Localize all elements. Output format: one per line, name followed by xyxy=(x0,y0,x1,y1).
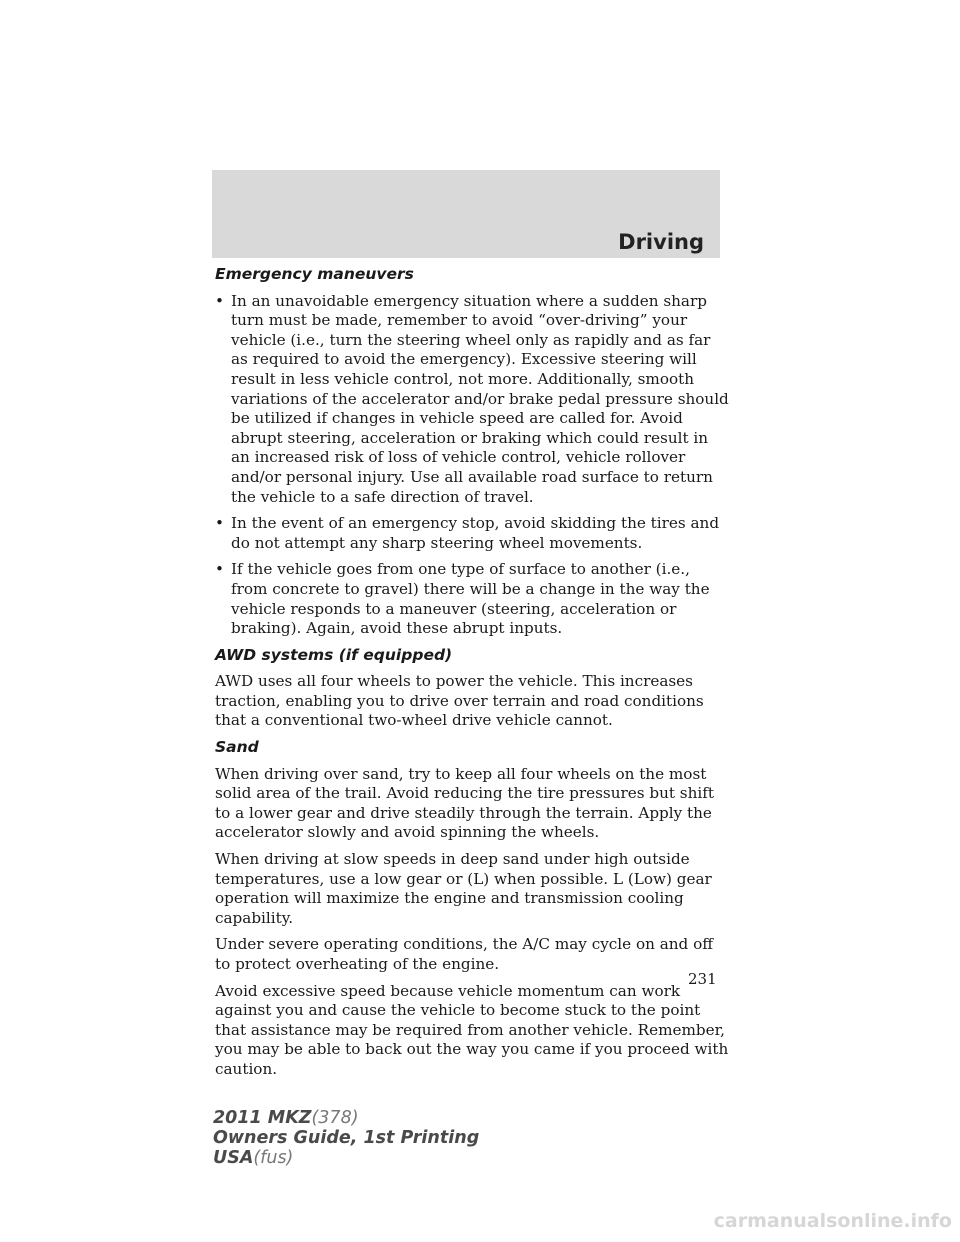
section-header-band xyxy=(212,170,720,258)
page-number: 231 xyxy=(688,970,717,988)
heading-awd-systems: AWD systems (if equipped) xyxy=(215,645,453,664)
bullet-icon: • xyxy=(215,560,224,579)
emergency-bullet-list xyxy=(215,292,730,639)
list-item: • In an unavoidable emergency situation where a sudden sharp turn must be made, remember to avoid “over-driving” your vehicle (i.e., turn the steering wheel only as rapidly and as far as required to avoid the emergency). Excessive steering will result in less vehicle control, not more. Additionally, smooth variations of the accelerator and/or brake pedal pressure should be utilized if changes in vehicle speed are called for. Avoid abrupt steering, acceleration or braking which could result in an increased risk of loss of vehicle control, vehicle rollover and/or personal injury. Use all available road surface to return the vehicle to a safe direction of travel. xyxy=(215,291,729,506)
sand-paragraph-2: When driving at slow speeds in deep sand under high outside temperatures, use a low gear or (L) when possible. L (Low) gear operation will maximize the engine and transmission cooling capability. xyxy=(215,850,712,927)
awd-paragraph: AWD uses all four wheels to power the vehicle. This increases traction, enabling you to drive over terrain and road conditions that a conventional two-wheel drive vehicle cannot. xyxy=(215,672,704,730)
footer-market-code: (fus) xyxy=(253,1148,294,1168)
heading-emergency-maneuvers: Emergency maneuvers xyxy=(215,265,414,283)
list-item: • If the vehicle goes from one type of surface to another (i.e., from concrete to gravel) there will be a change in the way the vehicle responds to a maneuver (steering, acceleration or braking). Again, avoid these abrupt inputs. xyxy=(215,560,710,638)
section-title: Driving xyxy=(618,230,704,254)
list-item: • In the event of an emergency stop, avoid skidding the tires and do not attempt any sharp steering wheel movements. xyxy=(215,514,720,552)
footer-market: USA xyxy=(213,1148,254,1168)
page-content xyxy=(215,265,730,1087)
sand-paragraph-1: When driving over sand, try to keep all four wheels on the most solid area of the trail. Avoid reducing the tire pressures but shift to a lower gear and drive steadily through the terrain. Apply the accelerator slowly and avoid spinning the wheels. xyxy=(215,764,714,842)
heading-sand: Sand xyxy=(215,738,259,757)
bullet-icon: • xyxy=(215,514,224,533)
sand-paragraph-4: Avoid excessive speed because vehicle momentum can work against you and cause the vehicle to become stuck to the point that assistance may be required from another vehicle. Remember, you may be able to back out the way you came if you proceed with caution. xyxy=(215,981,729,1078)
print-footer xyxy=(213,1108,479,1168)
footer-model-code: (378) xyxy=(311,1108,359,1128)
watermark: carmanualsonline.info xyxy=(713,1210,952,1232)
footer-model: 2011 MKZ xyxy=(213,1108,312,1128)
bullet-icon: • xyxy=(215,291,224,310)
sand-paragraph-3: Under severe operating conditions, the A/C may cycle on and off to protect overheating of the engine. xyxy=(215,935,714,973)
footer-printing: Owners Guide, 1st Printing xyxy=(213,1128,480,1148)
